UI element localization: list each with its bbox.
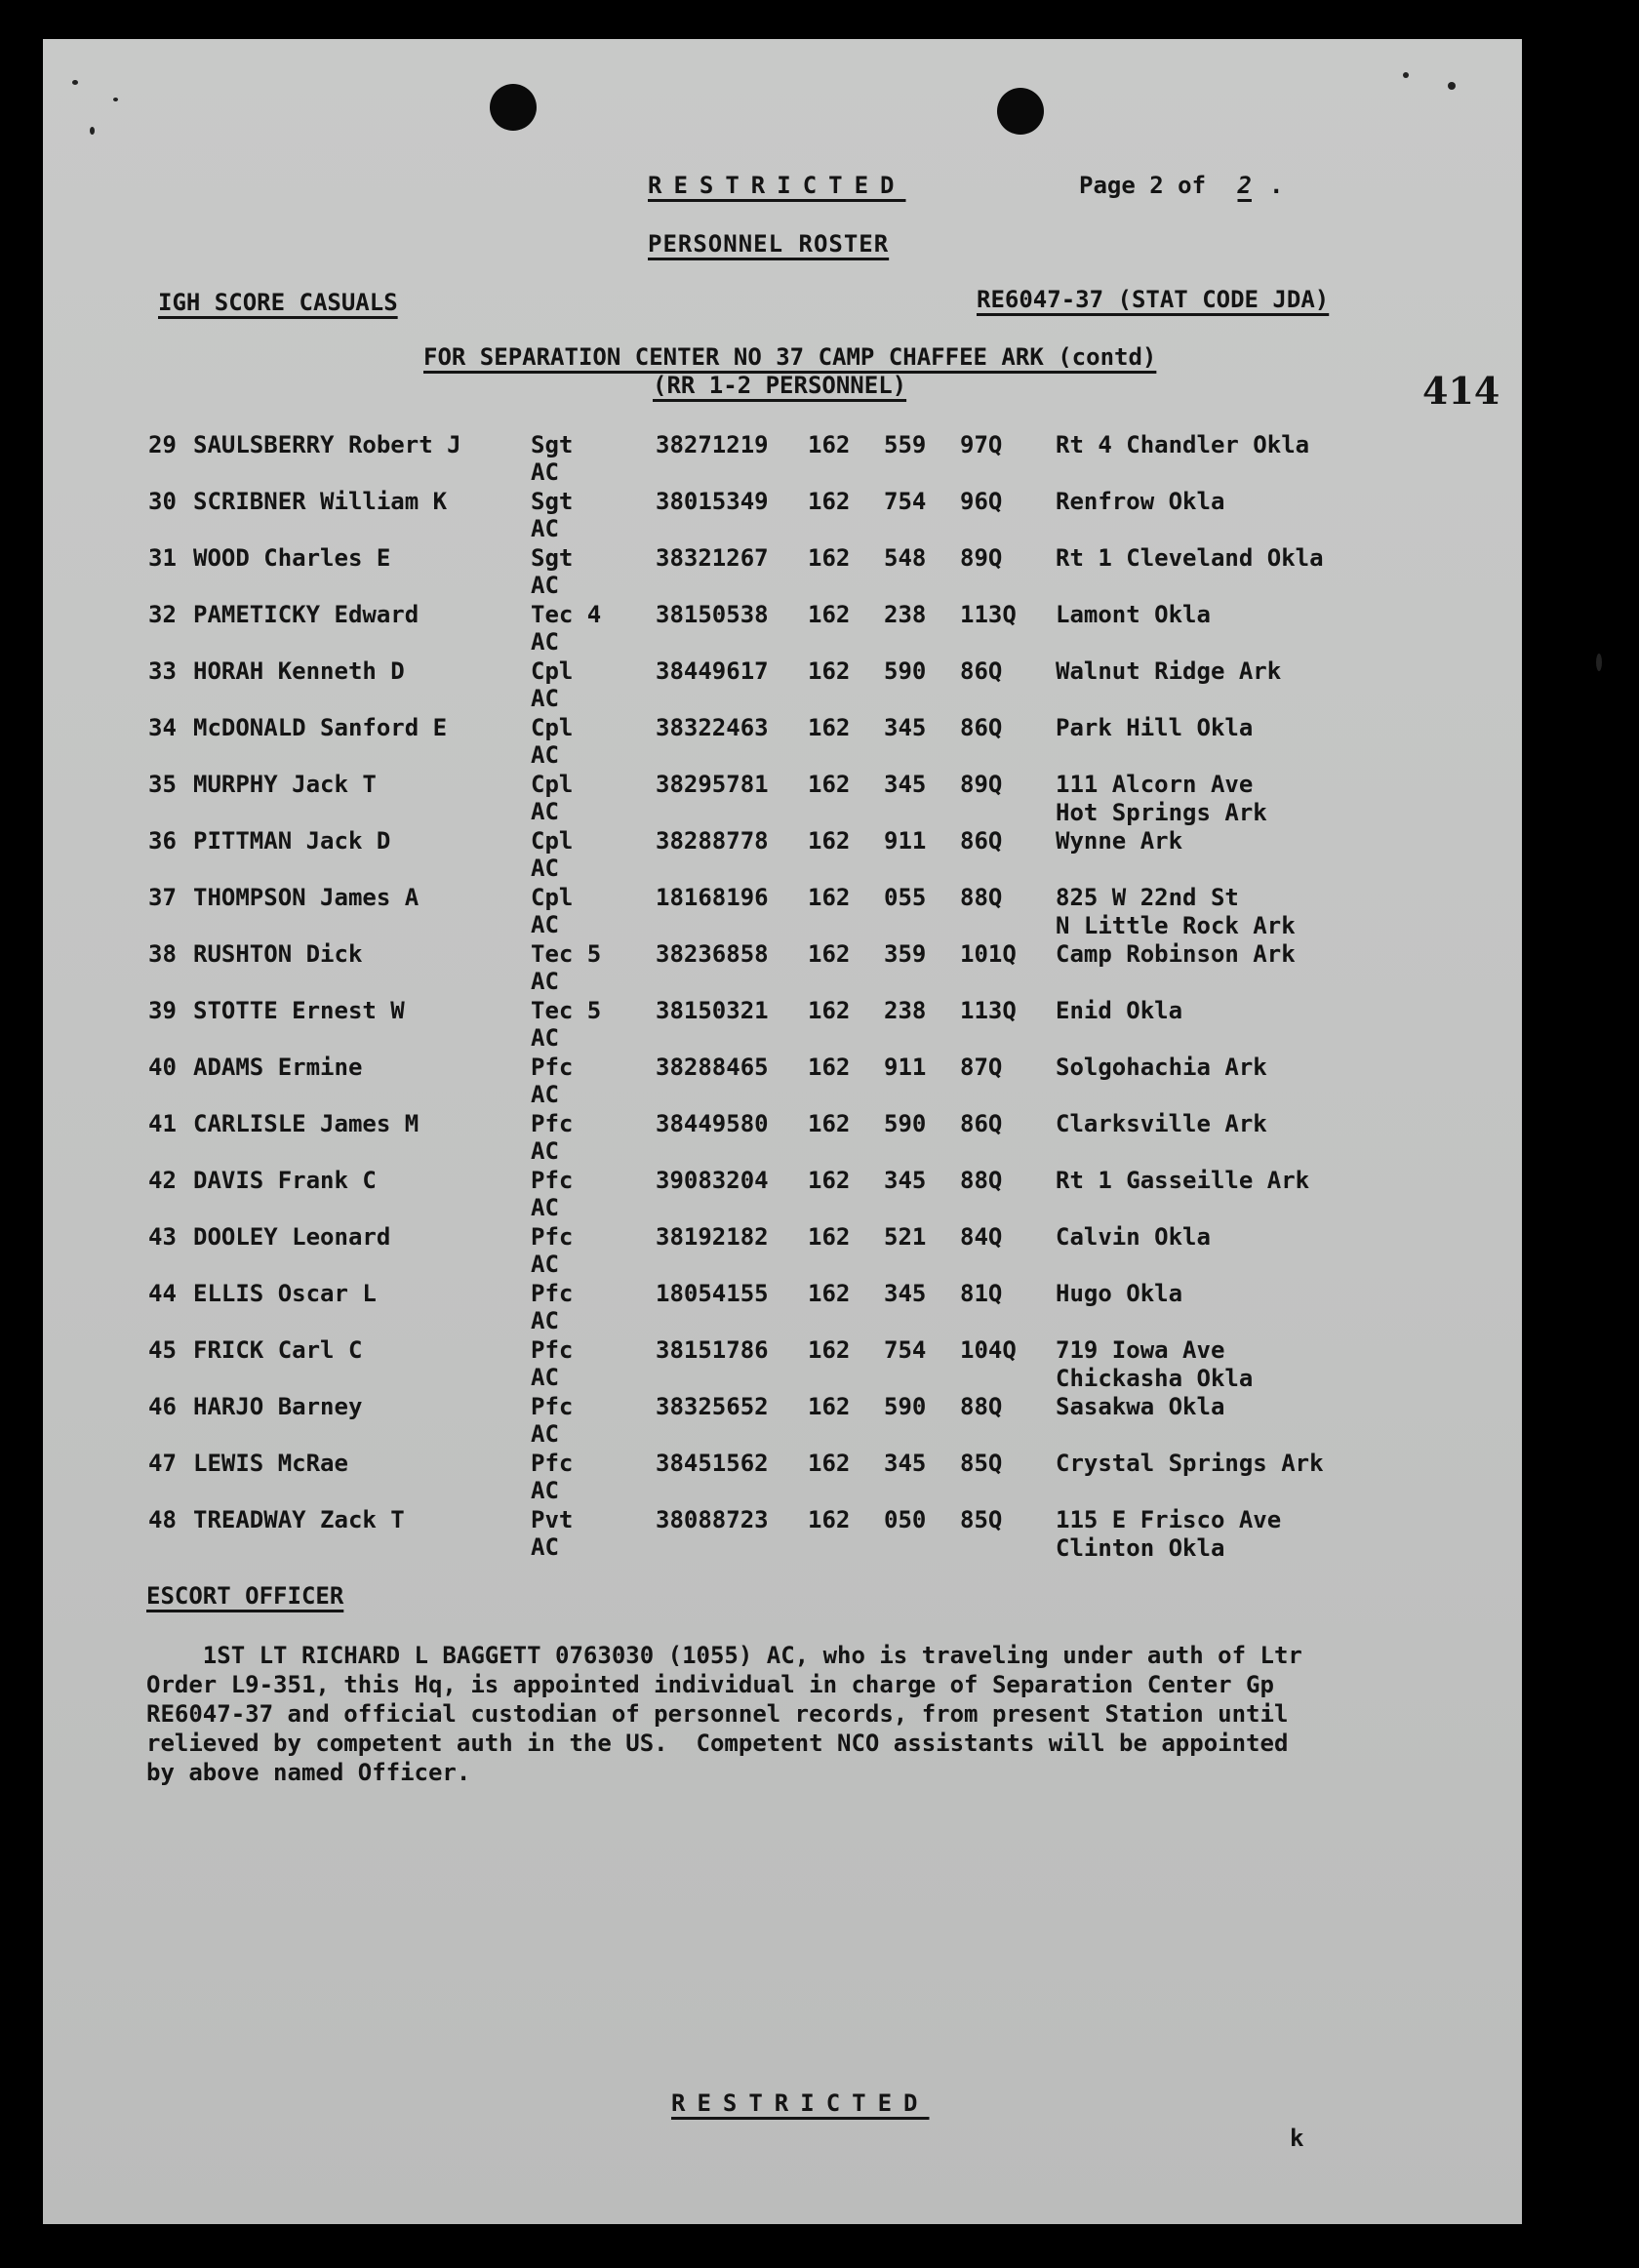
roster-row xyxy=(43,1223,1522,1280)
score: 113Q xyxy=(960,997,1017,1024)
code-b: 345 xyxy=(884,714,927,741)
score: 86Q xyxy=(960,1110,1003,1137)
serial-number: 38150321 xyxy=(656,997,769,1024)
grade: Cpl xyxy=(531,714,574,741)
serial-number: 38192182 xyxy=(656,1223,769,1251)
code-a: 162 xyxy=(808,1280,851,1307)
arm-of-service: AC xyxy=(531,1307,559,1334)
roster-row xyxy=(43,601,1522,657)
soldier-name: CARLISLE James M xyxy=(193,1110,420,1137)
score: 84Q xyxy=(960,1223,1003,1251)
soldier-name: HORAH Kenneth D xyxy=(193,657,405,685)
code-b: 754 xyxy=(884,1336,927,1364)
code-b: 590 xyxy=(884,1110,927,1137)
unit-name: IGH SCORE CASUALS xyxy=(158,289,398,316)
arm-of-service: AC xyxy=(531,798,559,825)
arm-of-service: AC xyxy=(531,1420,559,1448)
destination-line-2: (RR 1-2 PERSONNEL) xyxy=(653,372,907,399)
score: 88Q xyxy=(960,884,1003,911)
page-label-text: Page 2 of xyxy=(1079,172,1207,199)
escort-paragraph xyxy=(146,1641,1512,1787)
roster-row xyxy=(43,657,1522,714)
roster-row xyxy=(43,1336,1522,1393)
serial-number: 18054155 xyxy=(656,1280,769,1307)
roster-row xyxy=(43,997,1522,1054)
punch-hole-right xyxy=(997,88,1044,135)
grade: Tec 5 xyxy=(531,997,602,1024)
serial-number: 38015349 xyxy=(656,488,769,515)
address-line-1: Sasakwa Okla xyxy=(1056,1393,1225,1420)
speck xyxy=(1448,82,1456,90)
serial-number: 38271219 xyxy=(656,431,769,458)
code-a: 162 xyxy=(808,1506,851,1533)
row-number: 39 xyxy=(148,997,177,1024)
row-number: 33 xyxy=(148,657,177,685)
serial-number: 38451562 xyxy=(656,1450,769,1477)
escort-line: 1ST LT RICHARD L BAGGETT 0763030 (1055) AC, who is traveling under auth of Ltr xyxy=(146,1642,1302,1669)
address-line-2: N Little Rock Ark xyxy=(1056,912,1296,939)
escort-heading: ESCORT OFFICER xyxy=(146,1582,344,1610)
roster-row xyxy=(43,1167,1522,1223)
row-number: 43 xyxy=(148,1223,177,1251)
arm-of-service: AC xyxy=(531,855,559,882)
roster-row xyxy=(43,544,1522,601)
grade: Cpl xyxy=(531,884,574,911)
soldier-name: WOOD Charles E xyxy=(193,544,391,572)
address-line-2: Chickasha Okla xyxy=(1056,1365,1254,1392)
roster-row xyxy=(43,1450,1522,1506)
address-line-1: Camp Robinson Ark xyxy=(1056,940,1296,968)
address-line-1: Hugo Okla xyxy=(1056,1280,1183,1307)
score: 88Q xyxy=(960,1167,1003,1194)
grade: Sgt xyxy=(531,544,574,572)
serial-number: 38288778 xyxy=(656,827,769,855)
address-line-1: 115 E Frisco Ave xyxy=(1056,1506,1282,1533)
code-b: 911 xyxy=(884,1054,927,1081)
row-number: 36 xyxy=(148,827,177,855)
arm-of-service: AC xyxy=(531,1024,559,1052)
score: 85Q xyxy=(960,1450,1003,1477)
escort-line: by above named Officer. xyxy=(146,1759,471,1786)
row-number: 42 xyxy=(148,1167,177,1194)
footer-mark: k xyxy=(1290,2125,1304,2152)
row-number: 29 xyxy=(148,431,177,458)
code-a: 162 xyxy=(808,940,851,968)
code-a: 162 xyxy=(808,431,851,458)
code-a: 162 xyxy=(808,1110,851,1137)
code-a: 162 xyxy=(808,1167,851,1194)
roster-row xyxy=(43,1393,1522,1450)
escort-line: Order L9-351, this Hq, is appointed individual in charge of Separation Center Gp xyxy=(146,1671,1274,1698)
code-a: 162 xyxy=(808,827,851,855)
row-number: 46 xyxy=(148,1393,177,1420)
roster-row xyxy=(43,1110,1522,1167)
grade: Cpl xyxy=(531,827,574,855)
serial-number: 38236858 xyxy=(656,940,769,968)
code-b: 345 xyxy=(884,771,927,798)
serial-number: 38150538 xyxy=(656,601,769,628)
address-line-1: Renfrow Okla xyxy=(1056,488,1225,515)
arm-of-service: AC xyxy=(531,572,559,599)
address-line-1: Enid Okla xyxy=(1056,997,1183,1024)
code-b: 754 xyxy=(884,488,927,515)
code-b: 521 xyxy=(884,1223,927,1251)
classification-bottom: RESTRICTED xyxy=(671,2089,930,2117)
serial-number: 38321267 xyxy=(656,544,769,572)
code-b: 548 xyxy=(884,544,927,572)
arm-of-service: AC xyxy=(531,1137,559,1165)
soldier-name: RUSHTON Dick xyxy=(193,940,363,968)
grade: Sgt xyxy=(531,488,574,515)
grade: Tec 5 xyxy=(531,940,602,968)
punch-hole-left xyxy=(490,84,537,131)
arm-of-service: AC xyxy=(531,1251,559,1278)
arm-of-service: AC xyxy=(531,741,559,769)
code-a: 162 xyxy=(808,1393,851,1420)
soldier-name: LEWIS McRae xyxy=(193,1450,348,1477)
serial-number: 38151786 xyxy=(656,1336,769,1364)
grade: Pfc xyxy=(531,1223,574,1251)
code-a: 162 xyxy=(808,771,851,798)
code-a: 162 xyxy=(808,1223,851,1251)
row-number: 37 xyxy=(148,884,177,911)
score: 96Q xyxy=(960,488,1003,515)
address-line-1: Rt 1 Cleveland Okla xyxy=(1056,544,1324,572)
score: 81Q xyxy=(960,1280,1003,1307)
address-line-1: 825 W 22nd St xyxy=(1056,884,1239,911)
arm-of-service: AC xyxy=(531,968,559,995)
arm-of-service: AC xyxy=(531,1477,559,1504)
row-number: 40 xyxy=(148,1054,177,1081)
arm-of-service: AC xyxy=(531,1194,559,1221)
score: 86Q xyxy=(960,714,1003,741)
grade: Pvt xyxy=(531,1506,574,1533)
arm-of-service: AC xyxy=(531,1364,559,1391)
row-number: 47 xyxy=(148,1450,177,1477)
code-b: 238 xyxy=(884,601,927,628)
row-number: 41 xyxy=(148,1110,177,1137)
row-number: 44 xyxy=(148,1280,177,1307)
score: 89Q xyxy=(960,771,1003,798)
serial-number: 38449617 xyxy=(656,657,769,685)
roster-row xyxy=(43,1506,1522,1563)
address-line-1: Solgohachia Ark xyxy=(1056,1054,1267,1081)
row-number: 35 xyxy=(148,771,177,798)
soldier-name: PITTMAN Jack D xyxy=(193,827,391,855)
escort-line: RE6047-37 and official custodian of personnel records, from present Station until xyxy=(146,1700,1289,1728)
address-line-1: Rt 4 Chandler Okla xyxy=(1056,431,1310,458)
address-line-1: Crystal Springs Ark xyxy=(1056,1450,1324,1477)
grade: Cpl xyxy=(531,771,574,798)
serial-number: 38449580 xyxy=(656,1110,769,1137)
score: 104Q xyxy=(960,1336,1017,1364)
stamp-number: 414 xyxy=(1422,369,1500,413)
speck xyxy=(113,98,118,101)
address-line-1: Wynne Ark xyxy=(1056,827,1183,855)
serial-number: 38325652 xyxy=(656,1393,769,1420)
address-line-1: Clarksville Ark xyxy=(1056,1110,1267,1137)
soldier-name: ELLIS Oscar L xyxy=(193,1280,377,1307)
code-b: 359 xyxy=(884,940,927,968)
soldier-name: TREADWAY Zack T xyxy=(193,1506,405,1533)
code-b: 050 xyxy=(884,1506,927,1533)
soldier-name: FRICK Carl C xyxy=(193,1336,363,1364)
row-number: 48 xyxy=(148,1506,177,1533)
row-number: 30 xyxy=(148,488,177,515)
code-b: 345 xyxy=(884,1167,927,1194)
group-code: RE6047-37 (STAT CODE JDA) xyxy=(977,286,1330,313)
roster-row xyxy=(43,431,1522,488)
code-b: 911 xyxy=(884,827,927,855)
address-line-1: Park Hill Okla xyxy=(1056,714,1254,741)
grade: Pfc xyxy=(531,1393,574,1420)
score: 86Q xyxy=(960,657,1003,685)
score: 113Q xyxy=(960,601,1017,628)
row-number: 45 xyxy=(148,1336,177,1364)
roster-row xyxy=(43,1054,1522,1110)
roster-row xyxy=(43,884,1522,940)
classification-top: RESTRICTED xyxy=(648,172,906,199)
serial-number: 38088723 xyxy=(656,1506,769,1533)
score: 88Q xyxy=(960,1393,1003,1420)
roster-row xyxy=(43,488,1522,544)
address-line-1: 719 Iowa Ave xyxy=(1056,1336,1225,1364)
soldier-name: SAULSBERRY Robert J xyxy=(193,431,461,458)
code-a: 162 xyxy=(808,884,851,911)
row-number: 38 xyxy=(148,940,177,968)
soldier-name: STOTTE Ernest W xyxy=(193,997,405,1024)
address-line-2: Hot Springs Ark xyxy=(1056,799,1267,826)
address-line-1: Walnut Ridge Ark xyxy=(1056,657,1282,685)
code-a: 162 xyxy=(808,544,851,572)
code-b: 559 xyxy=(884,431,927,458)
roster-title: PERSONNEL ROSTER xyxy=(648,230,890,258)
grade: Sgt xyxy=(531,431,574,458)
grade: Cpl xyxy=(531,657,574,685)
row-number: 32 xyxy=(148,601,177,628)
code-a: 162 xyxy=(808,1336,851,1364)
code-a: 162 xyxy=(808,657,851,685)
grade: Pfc xyxy=(531,1054,574,1081)
code-b: 238 xyxy=(884,997,927,1024)
code-a: 162 xyxy=(808,488,851,515)
code-a: 162 xyxy=(808,997,851,1024)
roster-row xyxy=(43,827,1522,884)
arm-of-service: AC xyxy=(531,628,559,656)
speck xyxy=(1403,72,1409,78)
grade: Pfc xyxy=(531,1336,574,1364)
grade: Pfc xyxy=(531,1450,574,1477)
code-a: 162 xyxy=(808,601,851,628)
escort-line: relieved by competent auth in the US. Competent NCO assistants will be appointed xyxy=(146,1730,1289,1757)
soldier-name: MURPHY Jack T xyxy=(193,771,377,798)
row-number: 34 xyxy=(148,714,177,741)
roster-row xyxy=(43,771,1522,827)
grade: Tec 4 xyxy=(531,601,602,628)
soldier-name: McDONALD Sanford E xyxy=(193,714,448,741)
serial-number: 18168196 xyxy=(656,884,769,911)
grade: Pfc xyxy=(531,1167,574,1194)
soldier-name: DAVIS Frank C xyxy=(193,1167,377,1194)
score: 97Q xyxy=(960,431,1003,458)
speck xyxy=(1596,654,1602,671)
address-line-2: Clinton Okla xyxy=(1056,1534,1225,1562)
address-line-1: Calvin Okla xyxy=(1056,1223,1211,1251)
row-number: 31 xyxy=(148,544,177,572)
soldier-name: SCRIBNER William K xyxy=(193,488,448,515)
arm-of-service: AC xyxy=(531,1081,559,1108)
code-b: 345 xyxy=(884,1450,927,1477)
score: 89Q xyxy=(960,544,1003,572)
speck xyxy=(90,127,95,135)
serial-number: 38288465 xyxy=(656,1054,769,1081)
serial-number: 39083204 xyxy=(656,1167,769,1194)
code-a: 162 xyxy=(808,1450,851,1477)
speck xyxy=(72,80,78,85)
page-total: 2 xyxy=(1237,172,1252,199)
code-b: 345 xyxy=(884,1280,927,1307)
arm-of-service: AC xyxy=(531,911,559,938)
document-page xyxy=(43,39,1522,2224)
soldier-name: THOMPSON James A xyxy=(193,884,420,911)
score: 86Q xyxy=(960,827,1003,855)
arm-of-service: AC xyxy=(531,458,559,486)
address-line-1: 111 Alcorn Ave xyxy=(1056,771,1254,798)
soldier-name: PAMETICKY Edward xyxy=(193,601,420,628)
soldier-name: ADAMS Ermine xyxy=(193,1054,363,1081)
score: 85Q xyxy=(960,1506,1003,1533)
page-label: Page 2 of 2 . xyxy=(1079,172,1284,199)
soldier-name: DOOLEY Leonard xyxy=(193,1223,391,1251)
grade: Pfc xyxy=(531,1110,574,1137)
soldier-name: HARJO Barney xyxy=(193,1393,363,1420)
grade: Pfc xyxy=(531,1280,574,1307)
arm-of-service: AC xyxy=(531,515,559,542)
score: 87Q xyxy=(960,1054,1003,1081)
roster-row xyxy=(43,1280,1522,1336)
roster-row xyxy=(43,714,1522,771)
address-line-1: Rt 1 Gasseille Ark xyxy=(1056,1167,1310,1194)
address-line-1: Lamont Okla xyxy=(1056,601,1211,628)
arm-of-service: AC xyxy=(531,1533,559,1561)
code-b: 590 xyxy=(884,657,927,685)
code-a: 162 xyxy=(808,714,851,741)
code-b: 590 xyxy=(884,1393,927,1420)
code-b: 055 xyxy=(884,884,927,911)
code-a: 162 xyxy=(808,1054,851,1081)
serial-number: 38322463 xyxy=(656,714,769,741)
destination-line-1: FOR SEPARATION CENTER NO 37 CAMP CHAFFEE ARK (contd) xyxy=(423,343,1157,371)
score: 101Q xyxy=(960,940,1017,968)
serial-number: 38295781 xyxy=(656,771,769,798)
arm-of-service: AC xyxy=(531,685,559,712)
roster-row xyxy=(43,940,1522,997)
